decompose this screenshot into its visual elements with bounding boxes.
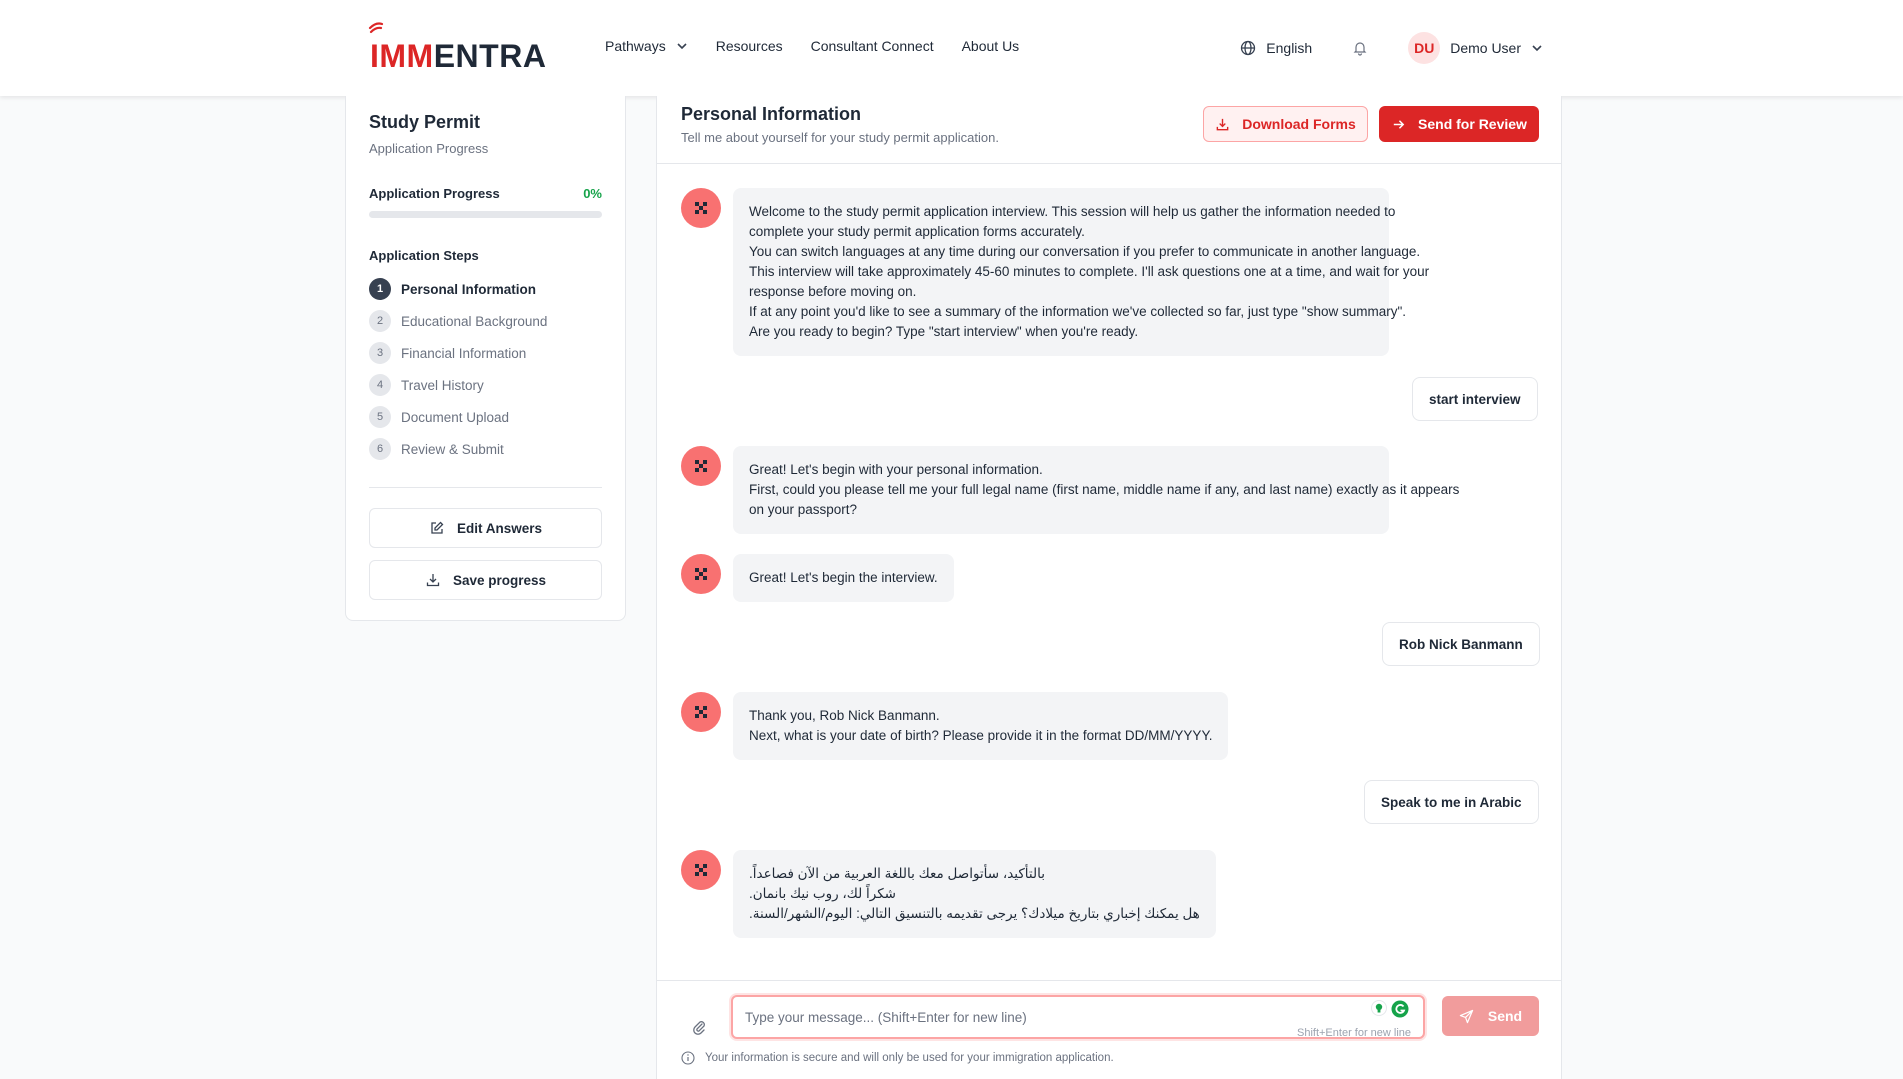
step-travel-history[interactable]: [369, 369, 602, 401]
logo-signal-icon: [368, 20, 384, 36]
step-number: 1: [369, 278, 391, 300]
bot-avatar: [681, 850, 721, 890]
message-line: complete your study permit application forms accurately.: [749, 224, 1085, 239]
message-line: First, could you please tell me your full legal name (first name, middle name if any, and last name) exactly as it appears: [749, 482, 1460, 497]
download-forms-button[interactable]: [1203, 106, 1368, 142]
nav-about-label: About Us: [961, 38, 1020, 54]
message-line: شكراً لك، روب نيك بانمان.: [749, 886, 896, 901]
step-number: 5: [369, 406, 391, 428]
user-message: Rob Nick Banmann: [1382, 622, 1540, 666]
message-line: response before moving on.: [749, 284, 917, 299]
progress-bar: [369, 211, 602, 218]
message-line: This interview will take approximately 45-60 minutes to complete. I'll ask questions one at a time, and wait for your: [749, 264, 1430, 279]
nav-about-us[interactable]: [962, 38, 1020, 54]
top-header: [0, 0, 1903, 96]
application-sidebar: [345, 96, 626, 621]
input-hint: Shift+Enter for new line: [1297, 1027, 1412, 1039]
bot-message: [733, 692, 1228, 760]
bot-message: [733, 554, 954, 602]
save-progress-button[interactable]: [369, 560, 602, 600]
sidebar-title: Study Permit: [369, 112, 481, 132]
step-label: Financial Information: [401, 345, 527, 361]
page-title: Personal Information: [681, 104, 862, 124]
progress-label: Application Progress: [369, 186, 500, 201]
progress-header: [369, 186, 602, 201]
avatar: DU: [1408, 32, 1440, 64]
step-review-submit[interactable]: [369, 433, 602, 465]
chat-header: [657, 96, 1561, 164]
sidebar-subtitle: Application Progress: [369, 141, 489, 156]
nav-consultant-connect[interactable]: [811, 38, 934, 54]
download-icon: [425, 572, 441, 588]
bot-message: [733, 446, 1460, 534]
main-nav: [605, 38, 1019, 54]
bot-icon: [693, 862, 709, 878]
progress-percent: 0%: [583, 186, 602, 201]
step-label: Review & Submit: [401, 441, 504, 457]
step-number: 4: [369, 374, 391, 396]
download-icon: [1215, 117, 1230, 132]
user-menu[interactable]: [1408, 32, 1543, 64]
message-line: on your passport?: [749, 502, 858, 517]
edit-answers-label: Edit Answers: [456, 520, 543, 536]
message-line: بالتأكيد، سأتواصل معك باللغة العربية من الآن فصاعداً.: [749, 866, 1045, 881]
send-icon: [1459, 1009, 1474, 1024]
message-line: Great! Let's begin with your personal information.: [749, 462, 1043, 477]
sidebar-divider: [369, 487, 602, 488]
security-note: [681, 1051, 1114, 1065]
message-line: هل يمكنك إخباري بتاريخ ميلادك؟ يرجى تقديمه بالتنسيق التالي: اليوم/الشهر/السنة.: [749, 906, 1200, 921]
message-line: Welcome to the study permit application interview. This session will help us gather the information needed to: [749, 204, 1396, 219]
language-selector[interactable]: [1240, 40, 1312, 56]
nav-resources-label: Resources: [715, 38, 783, 54]
info-icon: [681, 1051, 695, 1065]
bot-avatar: [681, 446, 721, 486]
lightbulb-icon[interactable]: [1371, 1000, 1387, 1016]
step-financial-information[interactable]: [369, 337, 602, 369]
bot-icon: [693, 566, 709, 582]
brand-logo[interactable]: [370, 22, 546, 72]
bot-icon: [693, 200, 709, 216]
steps-list: [369, 273, 602, 465]
step-label: Educational Background: [401, 313, 548, 329]
message-composer: [657, 980, 1561, 1079]
brand-name: IMMENTRA: [370, 38, 547, 74]
step-label: Travel History: [401, 377, 484, 393]
user-message: Speak to me in Arabic: [1364, 780, 1539, 824]
nav-pathways-label: Pathways: [605, 38, 666, 54]
nav-pathways[interactable]: [605, 38, 688, 54]
step-number: 3: [369, 342, 391, 364]
message-line: Great! Let's begin the interview.: [749, 570, 938, 585]
bot-message: [733, 188, 1430, 356]
message-line: Thank you, Rob Nick Banmann.: [749, 708, 940, 723]
chevron-down-icon: [1531, 42, 1543, 54]
steps-title: Application Steps: [369, 248, 479, 263]
bot-avatar: [681, 692, 721, 732]
step-document-upload[interactable]: [369, 401, 602, 433]
nav-consultant-label: Consultant Connect: [810, 38, 934, 54]
edit-icon: [429, 520, 445, 536]
message-line: Next, what is your date of birth? Please provide it in the format DD/MM/YYYY.: [749, 728, 1213, 743]
nav-resources[interactable]: [716, 38, 783, 54]
bot-icon: [693, 458, 709, 474]
step-personal-information[interactable]: [369, 273, 602, 305]
bot-avatar: [681, 188, 721, 228]
step-educational-background[interactable]: [369, 305, 602, 337]
step-label: Document Upload: [401, 409, 510, 425]
chat-panel: [656, 96, 1562, 1079]
user-name: Demo User: [1450, 40, 1521, 56]
send-for-review-button[interactable]: [1379, 106, 1539, 142]
message-line: You can switch languages at any time during our conversation if you prefer to communicate in another language.: [749, 244, 1421, 259]
save-progress-label: Save progress: [452, 572, 547, 588]
paperclip-icon[interactable]: [691, 1019, 707, 1035]
globe-icon: [1240, 40, 1256, 56]
user-message: start interview: [1412, 377, 1538, 421]
send-button[interactable]: [1442, 996, 1539, 1036]
bot-avatar: [681, 554, 721, 594]
step-label: Personal Information: [401, 281, 537, 297]
arrow-right-icon: [1391, 117, 1406, 132]
message-line: Are you ready to begin? Type "start interview" when you're ready.: [749, 324, 1139, 339]
language-label: English: [1266, 40, 1313, 56]
step-number: 6: [369, 438, 391, 460]
message-line: If at any point you'd like to see a summary of the information we've collected so far, just type "show summary".: [749, 304, 1407, 319]
bot-message: [733, 850, 1216, 938]
grammar-assistant-icon[interactable]: [1391, 1000, 1409, 1018]
bell-icon[interactable]: [1352, 40, 1368, 56]
send-label: Send: [1487, 1008, 1523, 1024]
bot-icon: [693, 704, 709, 720]
input-extensions: [1371, 1000, 1409, 1018]
send-for-review-label: Send for Review: [1418, 116, 1527, 132]
header-actions: [1240, 32, 1543, 64]
download-forms-label: Download Forms: [1242, 116, 1356, 132]
edit-answers-button[interactable]: [369, 508, 602, 548]
chevron-down-icon: [676, 40, 688, 52]
security-note-text: Your information is secure and will only be used for your immigration application.: [705, 1052, 1114, 1064]
page-subtitle: Tell me about yourself for your study permit application.: [681, 130, 999, 145]
step-number: 2: [369, 310, 391, 332]
